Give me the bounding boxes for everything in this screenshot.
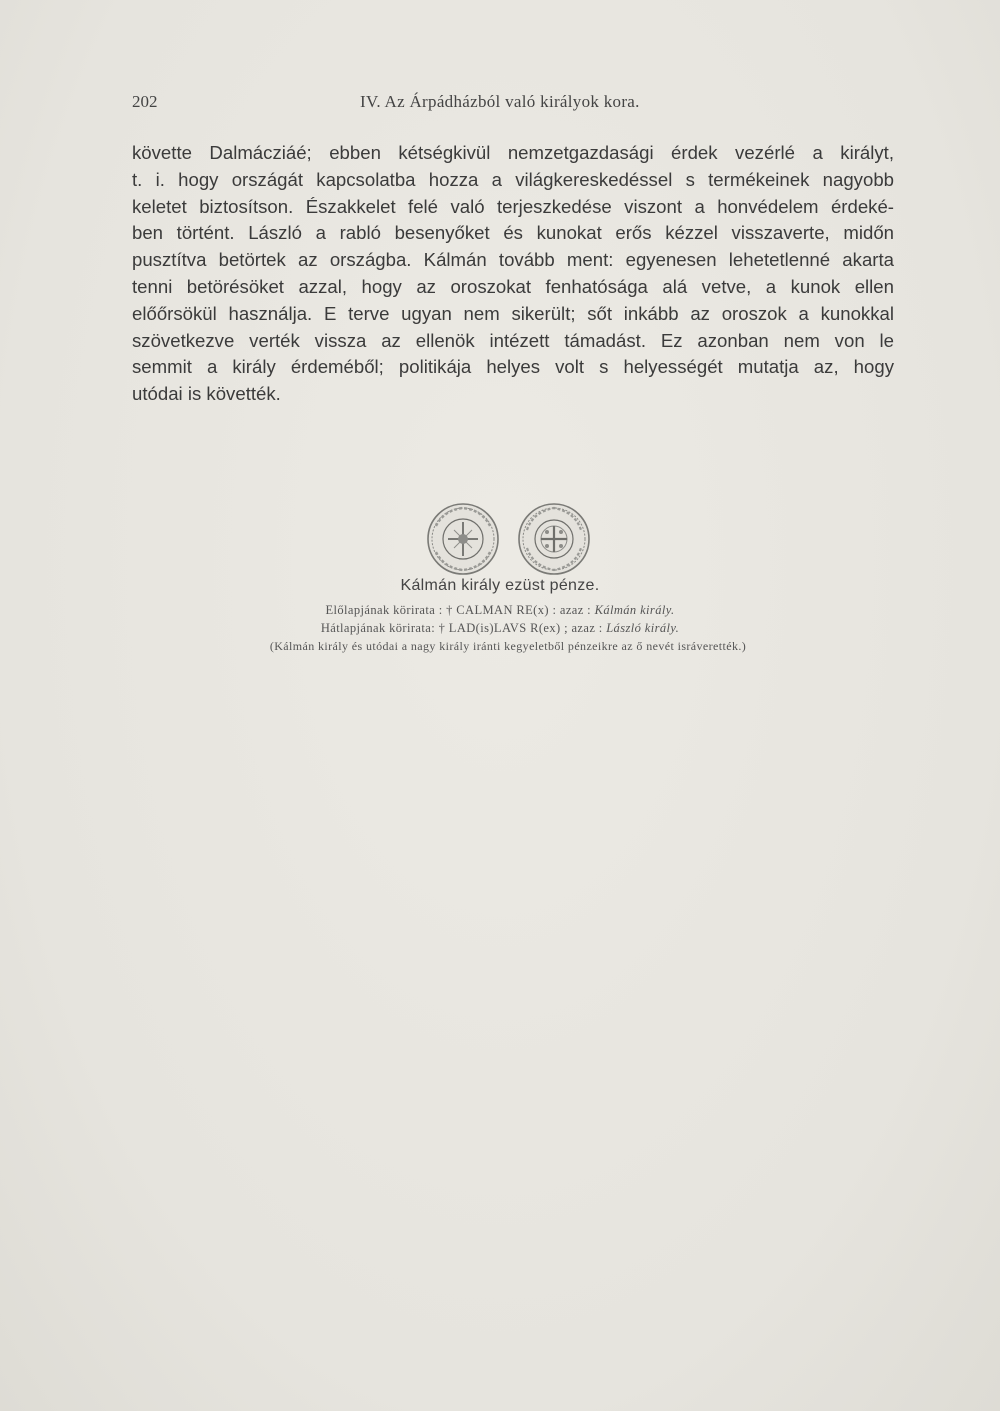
coin-obverse-icon [424, 500, 502, 578]
reverse-label: Hátlapjának körirata: [320, 621, 436, 635]
text-line: semmit a király érdeméből; politikája helyes volt s helyességét mutatja az, hogy [132, 356, 894, 378]
text-line: keletet biztosítson. Északkelet felé való terjeszkedése viszont a honvédelem érdeké- [132, 195, 894, 217]
obverse-inscription-caption [0, 603, 1000, 618]
page-header [132, 92, 892, 116]
obverse-meaning: Kálmán király. [594, 603, 675, 617]
figure-note: (Kálmán király és utódai a nagy király iránti kegyeletből pénzeikre az ő nevét isráverették.) [269, 639, 747, 653]
text-line: t. i. hogy országát kapcsolatba hozza a világkereskedéssel s termékeinek nagyobb [132, 168, 894, 190]
reverse-inscription-caption [0, 621, 1000, 636]
text-line: pusztítva betörtek az országba. Kálmán tovább ment: egyenesen lehetetlenné akarta [132, 249, 894, 271]
coin-reverse-icon [515, 500, 593, 578]
figure-caption-title: Kálmán király ezüst pénze. [400, 577, 600, 594]
text-line: utódai is követték. [132, 383, 281, 405]
running-title: IV. Az Árpádházból való királyok kora. [360, 92, 640, 111]
text-line: szövetkezve verték vissza az ellenök intézett támadást. Ez azonban nem von le [132, 329, 894, 351]
coin-illustration [420, 500, 600, 580]
body-paragraph [132, 140, 894, 408]
text-line: előőrsökül használja. E terve ugyan nem sikerült; sőt inkább az oroszok a kunokkal [132, 302, 894, 324]
obverse-inscription: † CALMAN RE(x) : azaz : [446, 603, 592, 617]
reverse-inscription: † LAD(is)LAVS R(ex) ; azaz : [438, 621, 603, 635]
text-line: ben történt. László a rabló besenyőket és kunokat erős kézzel visszaverte, midőn [132, 222, 894, 244]
text-line: követte Dalmácziáé; ebben kétségkivül nemzetgazdasági érdek vezérlé a királyt, [132, 142, 894, 163]
text-line: tenni betörésöket azzal, hogy az oroszokat fenhatósága alá vetve, a kunok ellen [132, 275, 894, 297]
page-number: 202 [132, 92, 158, 111]
obverse-label: Előlapjának körirata : [325, 603, 443, 617]
reverse-meaning: László király. [606, 621, 680, 635]
